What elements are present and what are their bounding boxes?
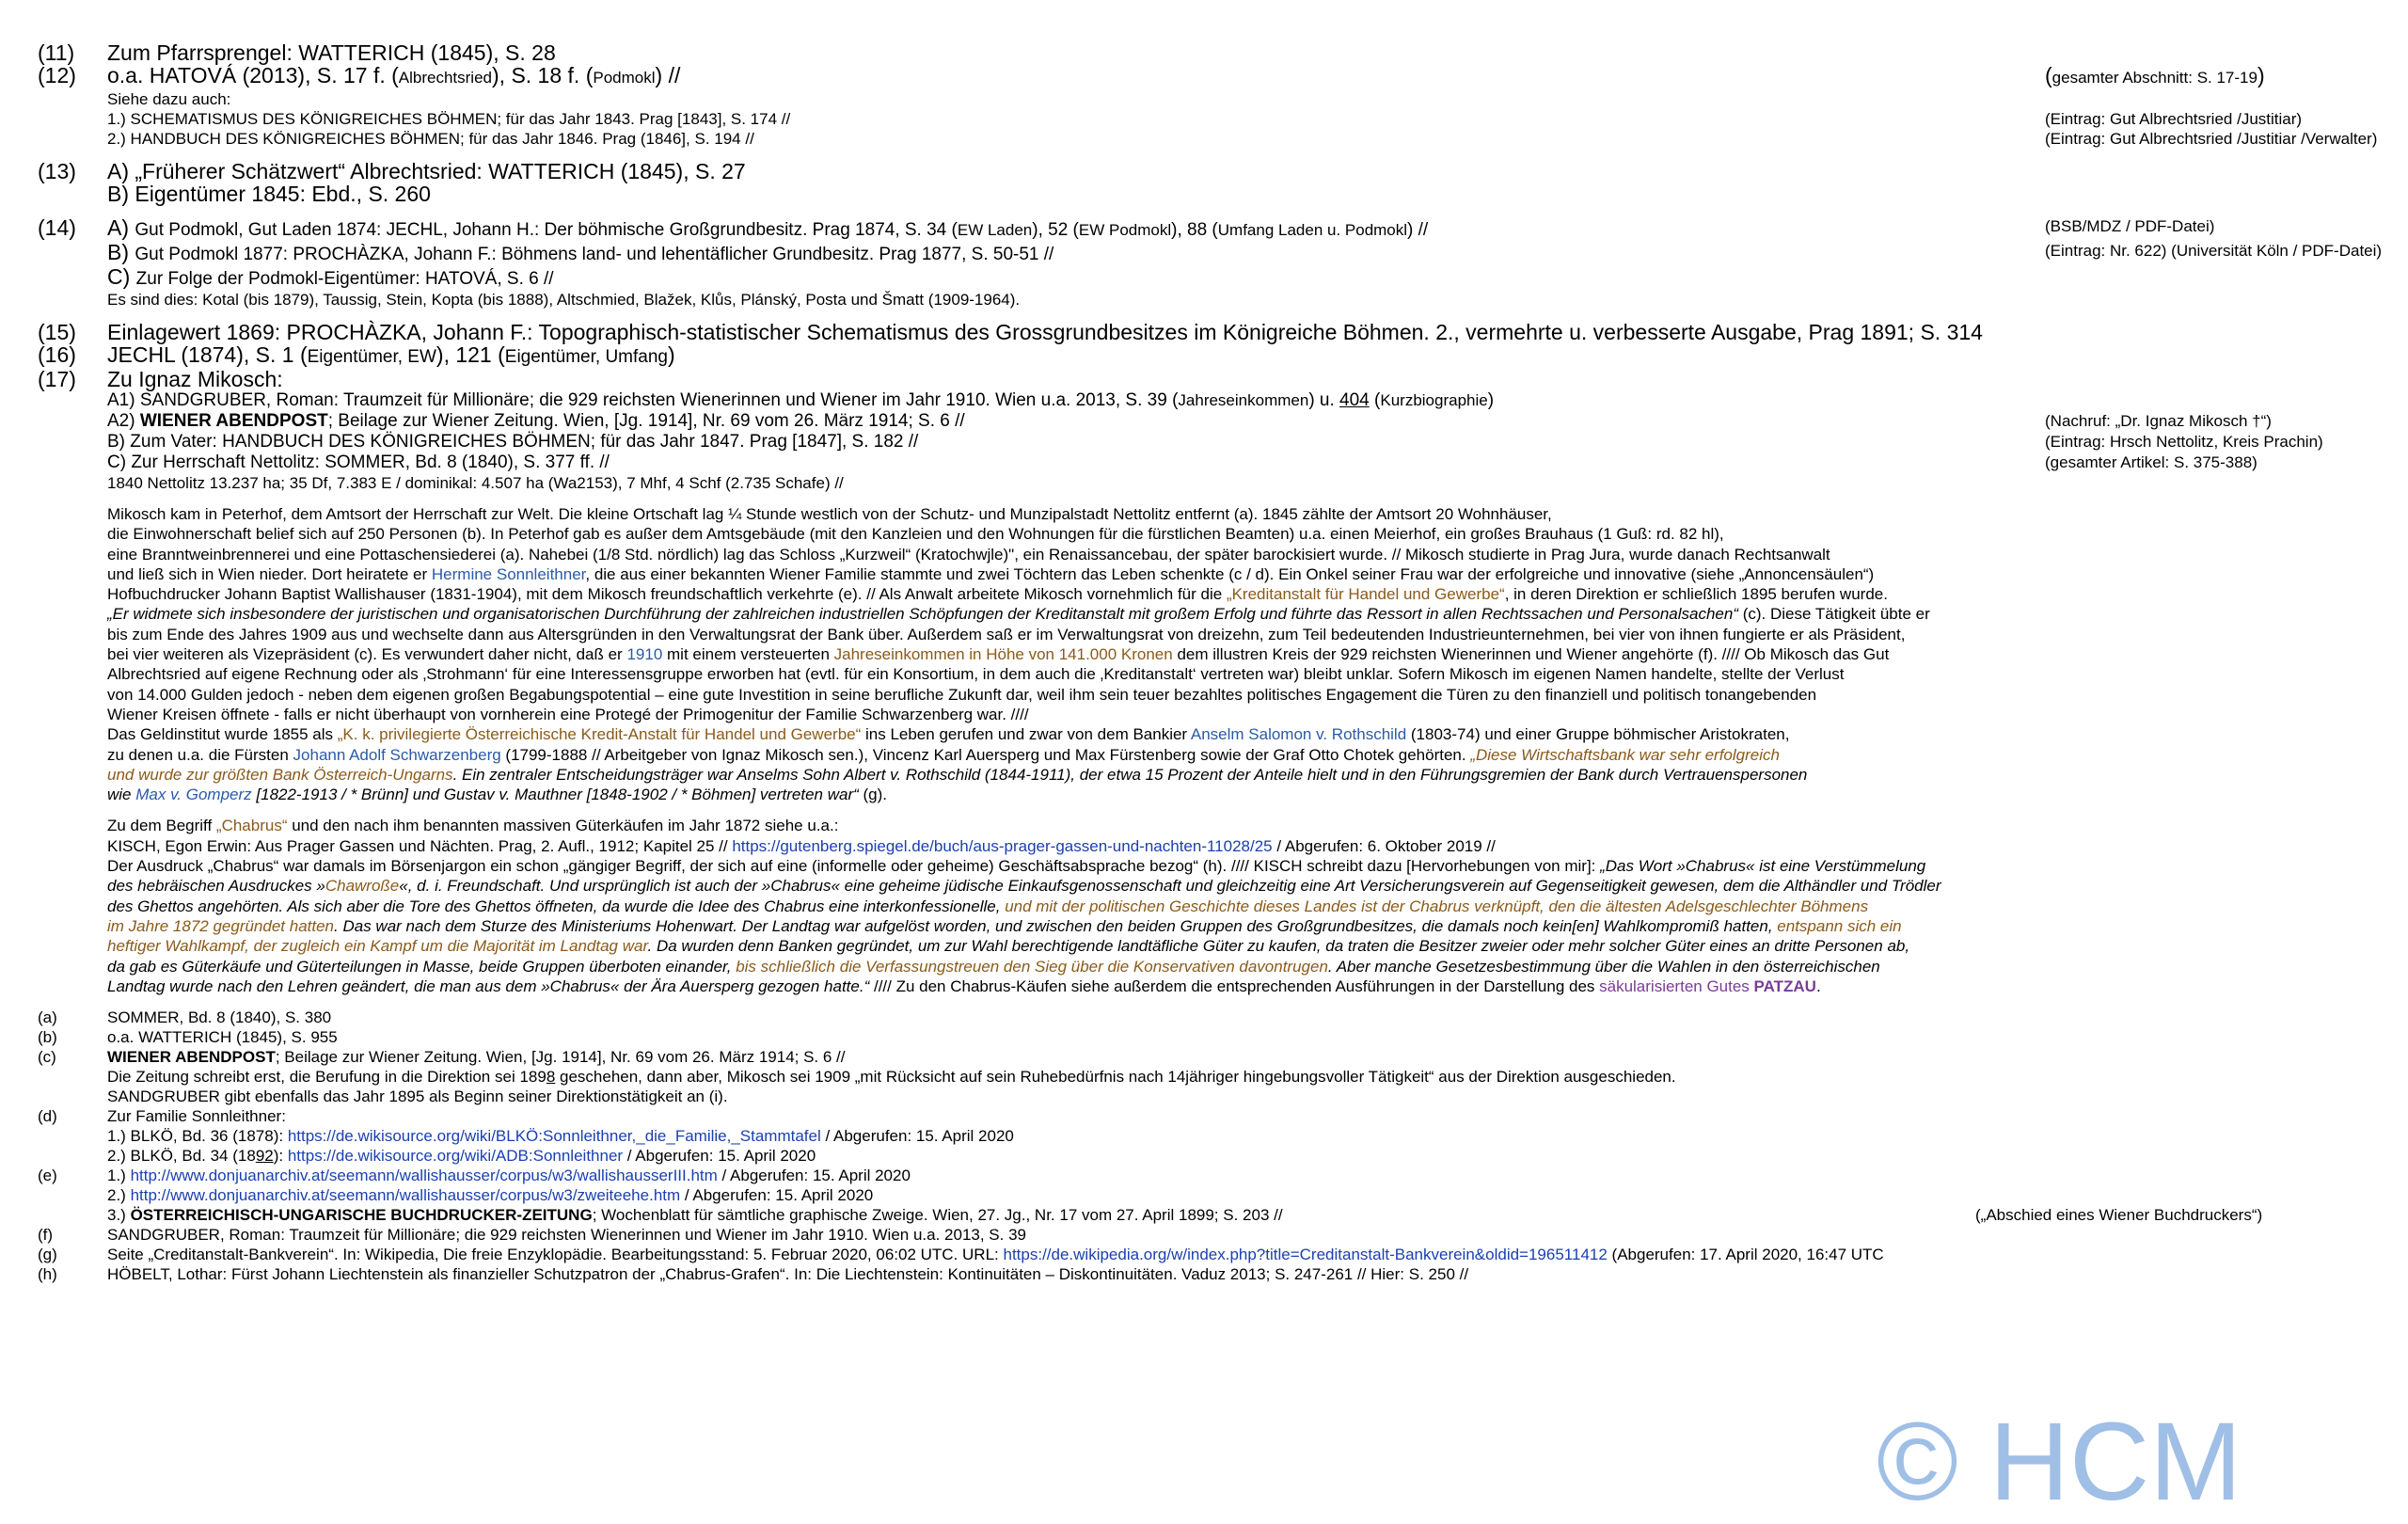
footnote-text: ), 88 ( [1171,220,1218,240]
text-span: zu denen u.a. die Fürsten [107,745,293,764]
text-span: heftiger Wahlkampf, der zugleich ein Kampf um die Majorität im Landtag war [107,937,648,956]
external-link[interactable]: https://gutenberg.spiegel.de/buch/aus-prager-gassen-und-nachten-11028/25 [732,836,1273,855]
text-span: und ließ sich in Wien nieder. Dort heiratete er [107,564,432,583]
text-span: „Er widmete sich insbesondere der juristischen und organisatorischen Durchführung der zahlreichen industriellen Schöpfungen der Kreditanstalt mit großem Erfolg und führte das Ressort in allen Rechtssachen und Personalsachen“ [107,605,1738,624]
reference-label: (a) [38,1008,57,1027]
text-line [107,644,2370,664]
text-span: . [1815,976,1821,995]
reference-label: (c) [38,1048,56,1067]
reference-label: (f) [38,1226,54,1245]
text-line [107,936,2370,956]
footnote-15 [38,321,2370,343]
reference-text: HÖBELT, Lothar: Fürst Johann Liechtenstein als finanzieller Schutzpatron der „Chabrus-Grafen“. In: Die Liechtenstein: Kontinuitäten – Diskontinuitäten. Vaduz 2013; S. 247-261 // Hier: S. 250 // [107,1265,1469,1284]
footnote-text: ; Beilage zur Wiener Zeitung. Wien, [Jg. 1914], Nr. 69 vom 26. März 1914; S. 6 // [327,411,965,431]
footnote-text: ) // [1407,220,1429,240]
footnote-text: Jahreseinkommen [1178,391,1309,409]
text-span: Hermine Sonnleithner [431,564,586,583]
text-line [107,785,2370,804]
footnote-number: (14) [38,215,76,240]
text-span: und den nach ihm benannten massiven Güterkäufen im Jahr 1872 siehe u.a.: [287,817,839,835]
side-note: (BSB/MDZ / PDF-Datei) [2045,217,2215,235]
footnote-text: 1840 Nettolitz 13.237 ha; 35 Df, 7.383 E / dominikal: 4.507 ha (Wa2153), 7 Mhf, 4 Schf (2.735 Schafe) // [107,474,844,492]
text-span: 1910 [626,645,663,664]
text-line [107,897,2370,916]
text-span: Der Ausdruck „Chabrus“ war damals im Börsenjargon ein schon „gängiger Begriff, der sich auf eine (informelle oder geheime) Geschäftsabsprache bezog“ (h). //// KISCH schreibt dazu [Hervorhebungen von mir]: [107,857,1601,876]
text-span: Johann Adolf Schwarzenberg [293,745,501,764]
text-line [107,564,2370,584]
reference-label: (b) [38,1028,57,1047]
reference-label: (g) [38,1246,57,1264]
text-span: wie [107,786,136,804]
body-paragraph [107,816,2370,996]
side-note: („Abschied eines Wiener Buchdruckers“) [1975,1206,2263,1225]
footnote-text: Gut Podmokl 1877: PROCHÀZKA, Johann F.: Böhmens land- und lehentäflicher Grundbesitz. Prag 1877, S. 50-51 // [135,245,1054,264]
text-span: [1822-1913 / * Brünn] und Gustav v. Mauthner [1848-1902 / * Böhmen] vertreten war“ [251,786,859,804]
reference-text: 1.) [107,1167,131,1185]
footnote-number: (15) [38,320,76,344]
footnote-text: 404 [1339,390,1370,410]
footnote-text: 2.) HANDBUCH DES KÖNIGREICHES BÖHMEN; für das Jahr 1846. Prag (1846], S. 194 // [107,130,754,148]
side-note: (Nachruf: „Dr. Ignaz Mikosch †“) [2045,412,2272,430]
text-span: Chawroße [325,877,400,896]
text-span: Zu dem Begriff [107,817,216,835]
footnote-text: ), 121 ( [436,342,505,367]
footnote-number: (16) [38,342,76,367]
text-span: entspann sich ein [1777,916,1902,935]
text-span: „K. k. privilegierte Österreichische Kredit-Anstalt für Handel und Gewerbe“ [337,725,862,744]
footnote-text: Einlagewert 1869: PROCHÀZKA, Johann F.: Topographisch-statistischer Schematismus des Gross [107,320,1054,344]
reference-text: 2.) BLKÖ, Bd. 34 (18 [107,1147,256,1166]
text-span: „Das Wort »Chabrus« ist eine Verstümmelung [1600,857,1926,876]
footnote-text: rundbesitzes im Königreiche Böhmen. 2., vermehrte u. verbesserte Ausgabe, Prag 1891; S. 314 [1065,320,1983,344]
footnote-number: (13) [38,159,76,183]
text-line [107,976,2370,996]
text-line [107,816,2370,835]
reference-e [38,1166,2370,1225]
footnote-number: (11) [38,40,75,65]
text-span: des hebräischen Ausdruckes » [107,877,325,896]
reference-list [38,1008,2370,1284]
text-span: Max v. Gomperz [135,786,252,804]
footnote-text: Siehe dazu auch: [107,90,231,108]
reference-label: (h) [38,1265,57,1284]
footnote-text: B) Eigentümer 1845: Ebd., S. 260 [107,182,431,206]
side-note: (Eintrag: Hrsch Nettolitz, Kreis Prachin) [2045,433,2323,451]
reference-text: 3.) [107,1206,131,1225]
text-span: . Das war nach dem Sturze des Ministeriums Hohenwart. Der Landtag war aufgelöst worden, und zwischen den beiden Gruppen des Großgrundbesitzes, die damals noch kein[en] Wahlkompromiß hatten, [334,916,1778,935]
text-span: , in deren Direktion er schließlich 1895 berufen wurde. [1504,585,1888,604]
footnote-text: JECHL (1874), S. 1 ( [107,342,308,367]
footnote-text: o.a. HATOVÁ (2013), S. 17 f. ( [107,63,399,87]
footnote-text: Gut Podmokl, Gut Laden 1874: JECHL, Johann H.: Der böhmische Großgrundbesitz. Prag 1874, S. 34 ( [135,220,958,240]
reference-text: ; Beilage zur Wiener Zeitung. Wien, [Jg. 1914], Nr. 69 vom 26. März 1914; S. 6 // [275,1048,846,1067]
reference-label: (d) [38,1107,57,1126]
text-span: . Aber manche Gesetzesbestimmung über die Wahlen in den österreichischen [1327,957,1880,976]
footnote-text: Kurzbiographie [1380,391,1488,409]
reference-text: / Abgerufen: 15. April 2020 [623,1147,816,1166]
text-span: des Ghettos angehörten. Als sich aber die Tore des Ghettos öffneten, da wurde die Idee des Chabrus eine interkonfessionelle, [107,897,1006,915]
reference-label: (e) [38,1167,57,1185]
reference-f [38,1225,2370,1245]
footnote-text: A2) [107,411,140,431]
text-span: „Diese Wirtschaftsbank war sehr erfolgreich [1470,745,1780,764]
text-span: bei vier weiteren als Vizepräsident (c). Es verwundert daher nicht, daß er [107,645,627,664]
text-line: Albrechtsried auf eigene Rechnung oder als ‚Strohmann‘ für eine Interessensgruppe erworben hat (evtl. für ein Konsortium, in dem auch die ‚Kreditanstalt‘ vertreten war) bleibt unklar. Sofern Mikosch im eigenen Namen handelte, stellte der Verlust [107,665,1845,684]
document-page [38,40,2383,1284]
text-line [107,724,2370,744]
reference-c [38,1047,2370,1106]
footnote-text: EW Podmokl [1078,221,1172,239]
text-span: Anselm Salomon v. Rothschild [1190,725,1407,744]
footnote-text: ) u. [1308,390,1340,410]
text-line [107,836,2370,856]
reference-d [38,1106,2370,1166]
footnote-text: ) // [655,63,681,87]
text-line: eine Branntweinbrennerei und eine Pottaschensiederei (a). Nahebei (1/8 Std. nördlich) lag das Schloss „Kurzweil“ (Kratochwjle)", ein Renaissancebau, der später barockisiert wurde. // Mikosch studierte in Prag Jura, wurde danach Rechtsanwalt [107,545,1830,564]
footnote-text: ) [667,342,675,367]
text-span: und wurde zur größten Bank Österreich-Ungarns [107,765,453,784]
footnote-text: Umfang Laden u. Podmokl [1217,221,1408,239]
footnote-text: ), S. 18 f. ( [492,63,594,87]
text-span: im Jahre 1872 gegründet hatten [107,916,335,935]
footnote-title: Zu Ignaz Mikosch: [107,367,283,391]
reference-text: (Abgerufen: 17. April 2020, 16:47 UTC [1607,1246,1884,1264]
reference-text: 8 [546,1068,556,1087]
reference-text: ): [273,1147,288,1166]
text-span: . Ein zentraler Entscheidungsträger war Anselms Sohn Albert v. Rothschild (1844-1911), der etwa 15 Prozent der Anteile hielt und in den Führungsgremien der Bank durch Vertrauenspersonen [452,765,1808,784]
text-line: Mikosch kam in Peterhof, dem Amtsort der Herrschaft zur Welt. Die kleine Ortschaft lag ¼ Stunde westlich von der Schutz- und Munzipalstadt Nettolitz entfernt (a). 1845 zählte der Amtsort 20 Wohnhäuser, [107,505,1552,523]
reference-text: 1.) BLKÖ, Bd. 36 (1878): [107,1127,288,1146]
footnote-text: C) [107,264,136,289]
reference-text: / Abgerufen: 15. April 2020 [717,1167,911,1185]
text-span: „Chabrus“ [215,817,288,835]
text-line [107,765,2370,785]
footnote-text: A) „Früherer Schätzwert“ Albrechtsried: WATTERICH (1845), S. 27 [107,159,746,183]
side-note: (Eintrag: Gut Albrechtsried /Justitiar /Verwalter) [2045,130,2378,148]
footnote-17 [38,368,2370,493]
reference-text: Seite „Creditanstalt-Bankverein“. In: Wikipedia, Die freie Enzyklopädie. Bearbeitungsstand: 5. Februar 2020, 06:02 UTC. URL: [107,1246,1004,1264]
text-span: Hofbuchdrucker Johann Baptist Wallishauser (1831-1904), mit dem Mikosch freundschaftlich verkehrte (e). // Als Anwalt arbeitete Mikosch vornehmlich für die [107,585,1227,604]
reference-text: SOMMER, Bd. 8 (1840), S. 380 [107,1008,332,1027]
side-note: gesamter Abschnitt: S. 17-19 [2052,69,2258,87]
text-line [107,916,2370,936]
reference-text: geschehen, dann aber, Mikosch sei 1909 „mit Rücksicht auf sein Ruhebedürfnis nach 14jähriger hingebungsvoller Tätigkeit“ aus der Direktion ausgeschieden. [555,1068,1676,1087]
footnote-text: Podmokl [593,69,656,87]
footnote-14 [38,215,2383,310]
text-line [107,876,2370,896]
text-line: bis zum Ende des Jahres 1909 aus und wechselte dann aus Altersgründen in den Verwaltungsrat der Bank über. Außerdem saß er im Verwaltungsrat von dreizehn, zum Teil bedeutenden Industrieunternehmen, bei vier von ihnen fungierte er als Präsident, [107,625,1906,643]
text-span: und mit der politischen Geschichte dieses Landes ist der Chabrus verknüpft, den die ältesten Adelsgeschlechter Böhmens [1005,897,1869,915]
external-link[interactable]: https://de.wikisource.org/wiki/BLKÖ:Sonnleithner,_die_Familie,_Stammtafel [287,1127,821,1146]
text-span: / Abgerufen: 6. Oktober 2019 // [1272,836,1496,855]
text-span: dem illustren Kreis der 929 reichsten Wienerinnen und Wiener angehörte (f). //// Ob Mikosch das Gut [1172,645,1890,664]
text-line [107,745,2370,765]
footnote-text: A) [107,215,135,240]
body-paragraph [107,504,2370,804]
footnote-16 [38,343,2370,368]
text-span: säkularisierten Gutes [1599,976,1754,995]
reference-text: 92 [255,1147,274,1166]
footnote-13 [38,160,2370,205]
text-line [107,584,2370,604]
text-span: , die aus einer bekannten Wiener Familie stammte und zwei Töchtern das Leben schenkte (c / d). Ein Onkel seiner Frau war der erfolgreiche und innovative (siehe „Annoncensäulen“) [585,564,1875,583]
text-span: . Da wurden denn Banken gegründet, um zur Wahl berechtigende landtäfliche Güter zu kaufen, da traten die Besitzer zweier oder mehr solcher Güter eines an dritte Personen ab, [647,937,1910,956]
footnote-text: WIENER ABENDPOST [139,411,328,431]
side-note: (gesamter Artikel: S. 375-388) [2045,453,2258,471]
text-span: mit einem versteuerten [662,645,834,664]
text-span: da gab es Güterkäufe und Güterteilungen in Masse, beide Gruppen überboten einander, [107,957,737,976]
text-line: die Einwohnerschaft belief sich auf 250 Personen (b). In Peterhof gab es außer dem Amtsgebäude (mit den Kanzleien und den Wohnungen für die fürstlichen Beamten) u.a. einen Meierhof, ein großes Brauhaus (1 Guß: rd. 82 hl), [107,525,1724,544]
reference-text: / Abgerufen: 15. April 2020 [680,1186,874,1205]
footnote-text: A1) SANDGRUBER, Roman: Traumzeit für Millionäre; die 929 reichsten Wienerinnen und Wiener im Jahr 1910. Wien u.a. 2013, S. 39 ( [107,390,1179,410]
reference-text: WIENER ABENDPOST [107,1048,276,1067]
side-note: (Eintrag: Gut Albrechtsried /Justitiar) [2045,110,2303,128]
reference-text: / Abgerufen: 15. April 2020 [820,1127,1014,1146]
reference-text: ÖSTERREICHISCH-UNGARISCHE BUCHDRUCKER-ZEITUNG [130,1206,593,1225]
text-span: (c). Diese Tätigkeit übte er [1738,605,1930,624]
copyright-watermark: © HCM [1877,1400,2242,1524]
footnote-text: ( [1369,390,1381,410]
side-note: ( [2045,63,2052,87]
text-span: //// Zu den Chabrus-Käufen siehe außerdem die entsprechenden Ausführungen in der Darstellung des [869,976,1600,995]
external-link[interactable]: https://de.wikipedia.org/w/index.php?title=Creditanstalt-Bankverein&oldid=196511412 [1003,1246,1608,1264]
footnote-text: g [1053,320,1066,344]
footnote-text: Zur Folge der Podmokl-Eigentümer: HATOVÁ, S. 6 // [135,269,554,289]
external-link[interactable]: http://www.donjuanarchiv.at/seemann/wallishausser/corpus/w3/wallishausserIII.htm [130,1167,718,1185]
external-link[interactable]: http://www.donjuanarchiv.at/seemann/wallishausser/corpus/w3/zweiteehe.htm [130,1186,681,1205]
reference-h [38,1264,2370,1284]
external-link[interactable]: https://de.wikisource.org/wiki/ADB:Sonnleithner [287,1147,624,1166]
text-line: von 14.000 Gulden jedoch - neben dem eigenen großen Begabungspotential – eine gute Investition in seine berufliche Zukunft dar, weil ihm sein teuer bezahltes politisches Engagement die Türen zu den finanziell und politisch tonangebenden [107,685,1817,704]
text-span: (1799-1888 // Arbeitgeber von Ignaz Mikosch sen.), Vincenz Karl Auersperg und Max Fürstenberg sowie der Graf Otto Chotek gehörten. [500,745,1471,764]
reference-b [38,1027,2370,1047]
reference-g [38,1245,2370,1264]
text-span: «, d. i. Freundschaft. Und ursprünglich ist auch der »Chabrus« eine geheime jüdische Einkaufsgenossenschaft und gleichzeitig eine Art Versicherungsverein auf Gegenseitigkeit gewesen, dem die Althändler und Trödler [399,877,1941,896]
text-span: Landtag wurde nach den Lehren geändert, die man aus dem »Chabrus« der Ära Auersperg gezogen hatte.“ [107,976,870,995]
footnote-text: B) Zum Vater: HANDBUCH DES KÖNIGREICHES BÖHMEN; für das Jahr 1847. Prag [1847], S. 182 // [107,432,919,452]
reference-text: Die Zeitung schreibt erst, die Berufung in die Direktion sei 189 [107,1068,547,1087]
side-note: (Eintrag: Nr. 622) (Universität Köln / PDF-Datei) [2045,242,2383,260]
text-span: (g). [858,786,888,804]
footnote-text: ) [1487,390,1495,410]
text-span: (1803-74) und einer Gruppe böhmischer Aristokraten, [1406,725,1790,744]
reference-text: o.a. WATTERICH (1845), S. 955 [107,1028,338,1047]
footnote-text: Eigentümer, EW [307,347,436,367]
side-note: ) [2257,63,2265,87]
reference-text: ; Wochenblatt für sämtliche graphische Zweige. Wien, 27. Jg., Nr. 17 vom 27. April 1899; S. 203 // [592,1206,1283,1225]
footnote-text: EW Laden [957,221,1033,239]
footnote-text: ), 52 ( [1032,220,1079,240]
footnote-number: (12) [38,63,76,87]
text-span: Jahreseinkommen in Höhe von 141.000 Kronen [833,645,1173,664]
footnote-text: B) [107,240,135,264]
text-span: KISCH, Egon Erwin: Aus Prager Gassen und Nächten. Prag, 2. Aufl., 1912; Kapitel 25 // [107,836,733,855]
footnote-11 [38,41,2370,64]
text-line [107,957,2370,976]
footnote-text: C) Zur Herrschaft Nettolitz: SOMMER, Bd. 8 (1840), S. 377 ff. // [107,452,610,472]
text-line: Wiener Kreisen öffnete - falls er nicht überhaupt von vornherein eine Protegé der Primogenitur der Familie Schwarzenberg war. //// [107,705,1029,723]
text-span: ins Leben gerufen und zwar von dem Bankier [861,725,1191,744]
footnote-text: Zum Pfarrsprengel: WATTERICH (1845), S. 28 [107,40,556,65]
footnote-text: Es sind dies: Kotal (bis 1879), Taussig, Stein, Kopta (bis 1888), Altschmied, Blažek, Klůs, Plánský, Posta und Šmatt (1909-1964). [107,291,1021,309]
reference-text: SANDGRUBER gibt ebenfalls das Jahr 1895 als Beginn seiner Direktionstätigkeit an (i). [107,1087,728,1106]
footnote-text: 1.) SCHEMATISMUS DES KÖNIGREICHES BÖHMEN; für das Jahr 1843. Prag [1843], S. 174 // [107,110,791,128]
text-span: bis schließlich die Verfassungstreuen den Sieg über die Konservativen davontrugen [736,957,1328,976]
text-line [107,856,2370,876]
reference-text: SANDGRUBER, Roman: Traumzeit für Millionäre; die 929 reichsten Wienerinnen und Wiener im Jahr 1910. Wien u.a. 2013, S. 39 [107,1226,1027,1245]
reference-text: Zur Familie Sonnleithner: [107,1107,286,1126]
footnote-text: Eigentümer, Umfang [504,347,668,367]
footnote-text: Albrechtsried [398,69,492,87]
text-span: PATZAU [1753,976,1816,995]
reference-a [38,1008,2370,1027]
footnote-12 [38,63,2378,149]
text-span: „Kreditanstalt für Handel und Gewerbe“ [1226,585,1505,604]
footnote-number: (17) [38,367,76,391]
reference-text: 2.) [107,1186,131,1205]
text-span: Das Geldinstitut wurde 1855 als [107,725,338,744]
text-line [107,604,2370,624]
